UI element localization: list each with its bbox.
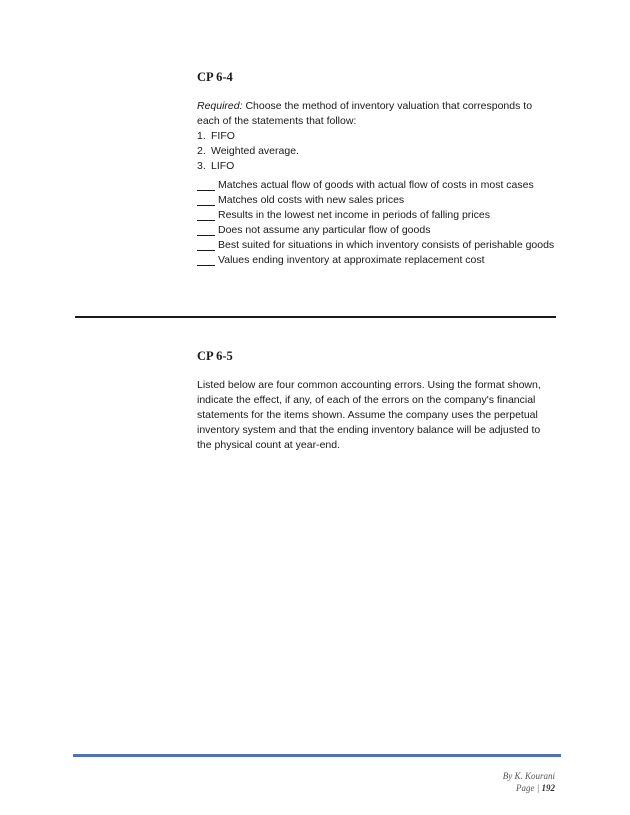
page-number: 192 (541, 783, 555, 793)
statement-item (197, 208, 557, 223)
method-label: FIFO (211, 130, 235, 142)
method-number: 2. (197, 145, 206, 157)
statement-item (197, 193, 557, 208)
required-text: Choose the method of inventory valuation that corresponds to each of the statements that follow: (197, 100, 533, 127)
cp65-text: Listed below are four common accounting errors. Using the format shown, indicate the effect, if any, of each of the errors on the company's financial statements for the items shown. Assume the company uses the perpetual inventory system and that the ending inventory balance will be adjusted to the physical count at year-end. (197, 379, 541, 451)
statement-text: Matches old costs with new sales prices (218, 194, 405, 206)
method-label: Weighted average. (211, 145, 299, 157)
statement-item (197, 238, 557, 253)
method-number: 1. (197, 130, 206, 142)
statement-item (197, 178, 557, 193)
required-label: Required: (197, 100, 243, 112)
page-label: Page | (516, 783, 542, 793)
statement-text: Results in the lowest net income in periods of falling prices (218, 209, 490, 221)
cp64-required (197, 99, 557, 129)
method-item (197, 144, 557, 159)
statement-text: Values ending inventory at approximate replacement cost (218, 254, 485, 266)
answer-blank[interactable] (197, 208, 215, 221)
footer-page (503, 782, 555, 794)
cp65-section (197, 349, 547, 453)
answer-blank[interactable] (197, 193, 215, 206)
method-item (197, 129, 557, 144)
cp64-title: CP 6-4 (197, 70, 233, 84)
footer-author: By K. Kourani (502, 771, 555, 781)
footer-rule (73, 754, 561, 757)
page-footer (503, 770, 555, 794)
answer-blank[interactable] (197, 178, 215, 191)
answer-blank[interactable] (197, 223, 215, 236)
statement-text: Best suited for situations in which inventory consists of perishable goods (218, 239, 555, 251)
statement-text: Matches actual flow of goods with actual flow of costs in most cases (218, 179, 534, 191)
statement-text: Does not assume any particular flow of goods (218, 224, 431, 236)
method-item (197, 159, 557, 174)
cp65-title: CP 6-5 (197, 349, 233, 363)
answer-blank[interactable] (197, 238, 215, 251)
section-divider (75, 316, 556, 318)
answer-blank[interactable] (197, 253, 215, 266)
statements-list (197, 178, 557, 268)
statement-item (197, 223, 557, 238)
cp64-section (197, 70, 557, 268)
method-number: 3. (197, 160, 206, 172)
methods-list (197, 129, 557, 174)
statement-item (197, 253, 557, 268)
method-label: LIFO (211, 160, 235, 172)
